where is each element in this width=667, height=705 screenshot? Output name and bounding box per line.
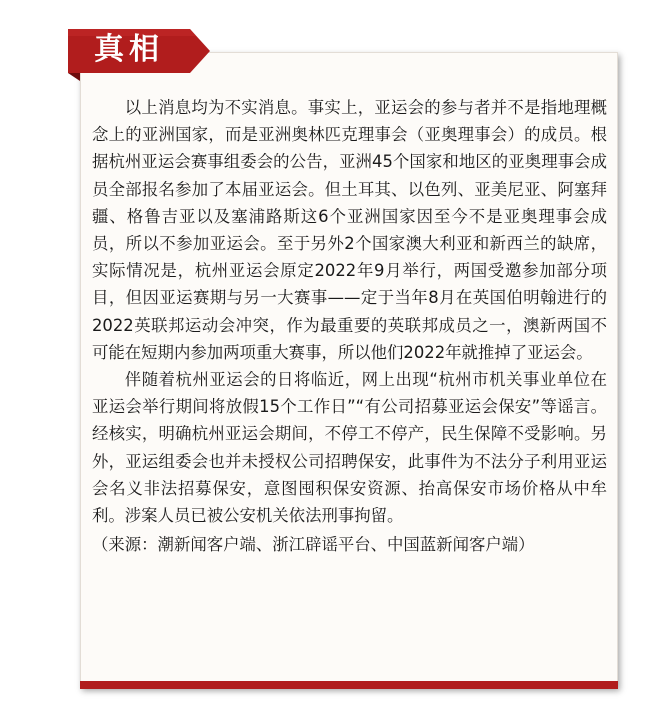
article-body	[92, 94, 607, 558]
paragraph-1: 以上消息均为不实消息。事实上，亚运会的参与者并不是指地理概念上的亚洲国家，而是亚洲奥林匹克理事会（亚奥理事会）的成员。根据杭州亚运会赛事组委会的公告，亚洲45个国家和地区的亚奥理事会成员全部报名参加了本届亚运会。但土耳其、以色列、亚美尼亚、阿塞拜疆、格鲁吉亚以及塞浦路斯这6个亚洲国家因至今不是亚奥理事会成员，所以不参加亚运会。至于另外2个国家澳大利亚和新西兰的缺席，实际情况是，杭州亚运会原定2022年9月举行，两国受邀参加部分项目，但因亚运赛期与另一大赛事——定于当年8月在英国伯明翰进行的2022英联邦运动会冲突，作为最重要的英联邦成员之一，澳新两国不可能在短期内参加两项重大赛事，所以他们2022年就推掉了亚运会。	[92, 98, 607, 362]
bottom-accent-bar	[80, 681, 618, 689]
paragraph-2: 伴随着杭州亚运会的日将临近，网上出现“杭州市机关事业单位在亚运会举行期间将放假15个工作日”“有公司招募亚运会保安”等谣言。经核实，明确杭州亚运会期间，不停工不停产，民生保障不受影响。另外，亚运组委会也并未授权公司招聘保安，此事件为不法分子利用亚运会名义非法招募保安，意图囤积保安资源、抬高保安市场价格从中牟利。涉案人员已被公安机关依法刑事拘留。	[92, 370, 607, 526]
source-note: （来源：潮新闻客户端、浙江辟谣平台、中国蓝新闻客户端）	[92, 535, 535, 555]
section-title-banner	[68, 23, 211, 81]
section-title: 真相	[94, 32, 164, 67]
